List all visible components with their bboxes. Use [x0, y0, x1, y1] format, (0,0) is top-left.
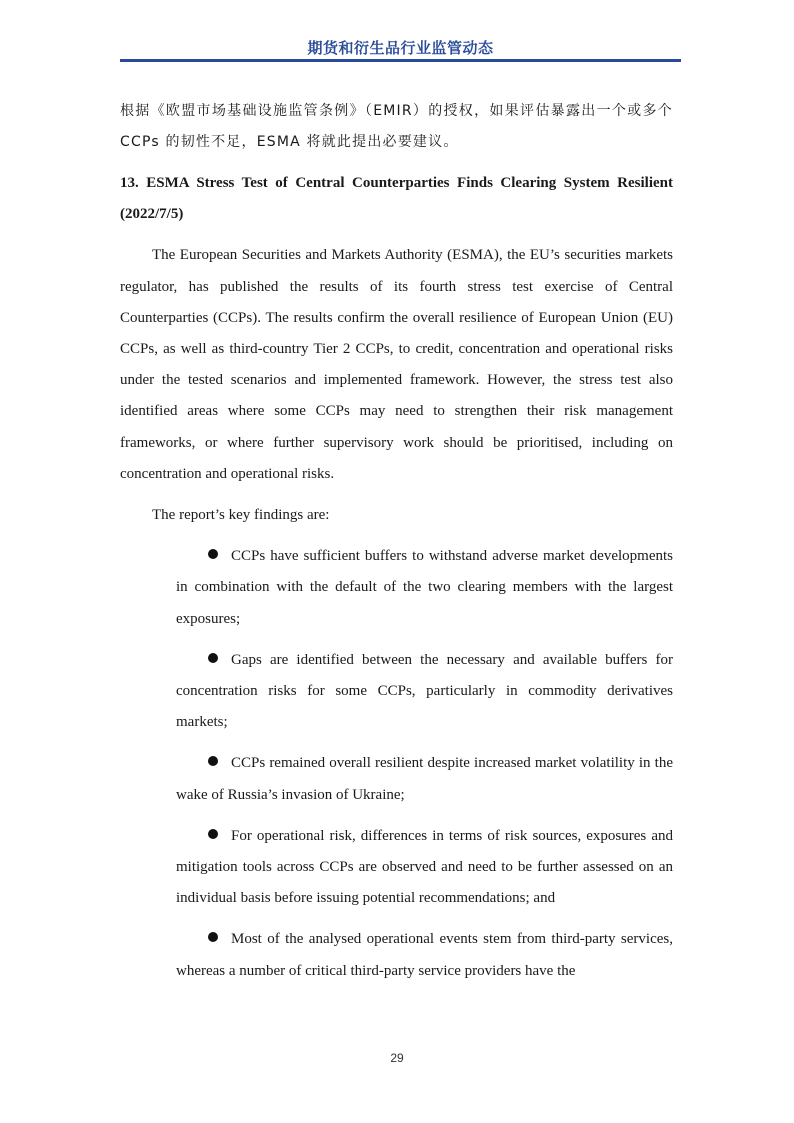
finding-text: Gaps are identified between the necessary and available buffers for concentration risks for some CCPs, particularly in commodity derivatives markets;: [176, 651, 673, 731]
header-title: 期货和衍生品行业监管动态: [307, 39, 494, 57]
list-item: [176, 924, 673, 986]
bullet-icon: [208, 549, 218, 559]
bullet-icon: [208, 756, 218, 766]
list-item: [176, 821, 673, 915]
continuation-paragraph: 根据《欧盟市场基础设施监管条例》（EMIR）的授权，如果评估暴露出一个或多个 CCPs 的韧性不足，ESMA 将就此提出必要建议。: [120, 103, 673, 151]
list-item: [176, 645, 673, 739]
finding-text: Most of the analysed operational events stem from third-party services, whereas a number of critical third-party service providers have the: [176, 931, 673, 979]
body-paragraph: The European Securities and Markets Authority (ESMA), the EU’s securities markets regulator, has published the results of its fourth stress test exercise of Central Counterparties (CCPs). The results confirm the overall resilience of European Union (EU) CCPs, as well as third-country Tier 2 CCPs, to credit, concentration and operational risks under the tested scenarios and implemented framework. However, the stress test also identified areas where some CCPs may need to strengthen their risk management frameworks, or where further supervisory work should be prioritised, including on concentration and operational risks.: [120, 247, 673, 482]
finding-text: For operational risk, differences in terms of risk sources, exposures and mitigation tools across CCPs are observed and need to be further assessed on an individual basis before issuing potential recommendations; and: [176, 827, 673, 907]
bullet-icon: [208, 932, 218, 942]
findings-list: [176, 541, 673, 987]
header-rule: [120, 59, 681, 62]
bullet-icon: [208, 829, 218, 839]
finding-text: CCPs remained overall resilient despite increased market volatility in the wake of Russia’s invasion of Ukraine;: [176, 755, 673, 803]
page-number: 29: [390, 1051, 404, 1065]
bullet-icon: [208, 653, 218, 663]
section-title: 13. ESMA Stress Test of Central Counterparties Finds Clearing System Resilient (2022/7/5): [120, 175, 673, 223]
list-item: [176, 748, 673, 810]
list-item: [176, 541, 673, 635]
findings-intro: The report’s key findings are:: [152, 507, 330, 524]
finding-text: CCPs have sufficient buffers to withstand adverse market developments in combination with the default of the two clearing members with the largest exposures;: [176, 548, 673, 627]
page-content: [120, 96, 673, 987]
